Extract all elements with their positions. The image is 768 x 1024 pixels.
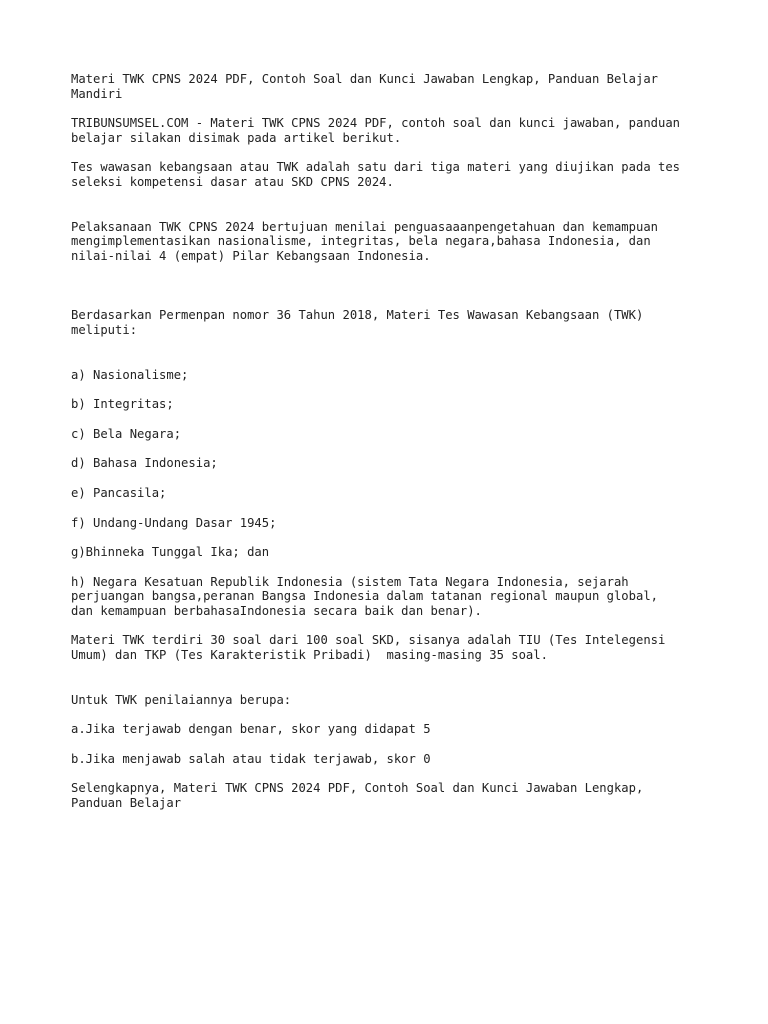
document-page <box>71 72 711 811</box>
closing-paragraph: Selengkapnya, Materi TWK CPNS 2024 PDF, Contoh Soal dan Kunci Jawaban Lengkap, Panduan Belajar <box>71 781 644 811</box>
materi-item-d: d) Bahasa Indonesia; <box>71 456 218 471</box>
definition-paragraph: Tes wawasan kebangsaan atau TWK adalah satu dari tiga materi yang diujikan pada tes seleksi kompetensi dasar atau SKD CPNS 2024. <box>71 160 681 189</box>
basis-paragraph: Berdasarkan Permenpan nomor 36 Tahun 2018, Materi Tes Wawasan Kebangsaan (TWK) meliputi: <box>71 308 644 337</box>
scoring-item-correct: a.Jika terjawab dengan benar, skor yang didapat 5 <box>71 722 431 737</box>
materi-item-a: a) Nasionalisme; <box>71 367 189 382</box>
materi-item-b: b) Integritas; <box>71 397 174 412</box>
composition-paragraph: Materi TWK terdiri 30 soal dari 100 soal SKD, sisanya adalah TIU (Tes Intelegensi Umum) dan TKP (Tes Karakteristik Pribadi) masing-masing 35 soal. <box>71 633 666 663</box>
materi-item-c: c) Bela Negara; <box>71 426 182 441</box>
materi-item-h: h) Negara Kesatuan Republik Indonesia (sistem Tata Negara Indonesia, sejarah perjuangan bangsa,peranan Bangsa Indonesia dalam tatanan regional maupun global, dan kemampuan berbahasaIndonesia secara baik dan benar). <box>71 574 658 618</box>
materi-item-e: e) Pancasila; <box>71 485 167 500</box>
intro-paragraph: TRIBUNSUMSEL.COM - Materi TWK CPNS 2024 PDF, contoh soal dan kunci jawaban, panduan belajar silakan disimak pada artikel berikut. <box>71 116 681 145</box>
materi-item-g: g)Bhinneka Tunggal Ika; dan <box>71 545 270 560</box>
scoring-item-wrong: b.Jika menjawab salah atau tidak terjawab, skor 0 <box>71 751 431 766</box>
purpose-paragraph: Pelaksanaan TWK CPNS 2024 bertujuan menilai penguasaaanpengetahuan dan kemampuan mengimplementasikan nasionalisme, integritas, bela negara,bahasa Indonesia, dan nilai-nilai 4 (empat) Pilar Kebangsaan Indonesia. <box>71 219 658 263</box>
scoring-intro: Untuk TWK penilaiannya berupa: <box>71 692 292 707</box>
document-title: Materi TWK CPNS 2024 PDF, Contoh Soal dan Kunci Jawaban Lengkap, Panduan Belajar Mandiri <box>71 72 658 101</box>
materi-item-f: f) Undang-Undang Dasar 1945; <box>71 515 277 530</box>
